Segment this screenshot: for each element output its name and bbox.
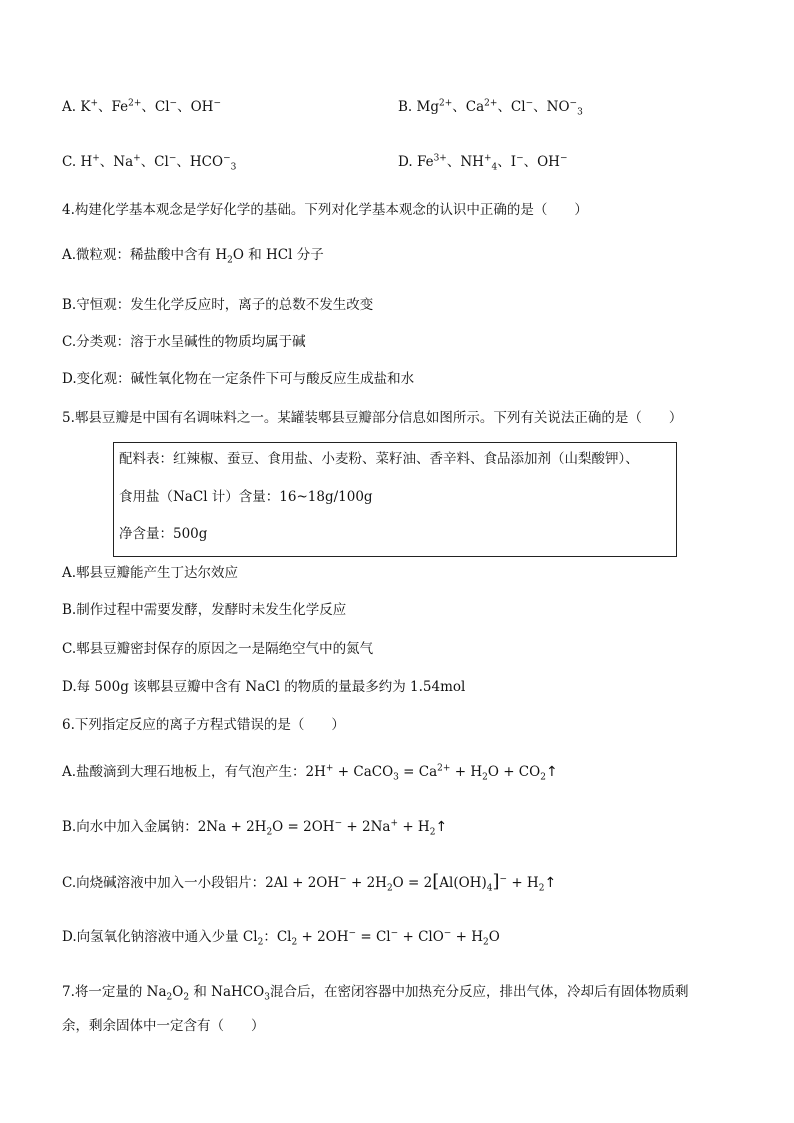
q5-option-b: B.制作过程中需要发酵，发酵时未发生化学反应 <box>62 602 347 618</box>
q3-option-d: D. $Fe^{3+}$、$NH^+_4$、I−、OH− <box>398 153 568 173</box>
q4-stem: 4.构建化学基本观念是学好化学的基础。下列对化学基本观念的认识中正确的是（ ） <box>62 202 588 218</box>
q5-stem: 5.郫县豆瓣是中国有名调味料之一。某罐装郫县豆瓣部分信息如图所示。下列有关说法正确的是（ ） <box>62 410 683 426</box>
q6-option-a: A.盐酸滴到大理石地板上，有气泡产生：2H+ + CaCO$_3$ = $Ca^{2+} + H_2O$ + $CO_2↑$ <box>62 763 558 783</box>
q6-stem: 6.下列指定反应的离子方程式错误的是（ ） <box>62 717 345 733</box>
q6-option-c: C.向烧碱溶液中加入一小段铝片：$2Al + 2OH^- + 2H_2O = 2[Al(OH)_4]^-$ + $H_2↑$ <box>62 871 557 894</box>
q7-stem: 7.将一定量的 $Na_2O_2$ 和 NaHCO$_3$混合后，在密闭容器中加热充分反应，排出气体，冷却后有固体物质剩 <box>62 984 689 1003</box>
q3-option-a: A. K+、$Fe^{2+}$、Cl−、OH− <box>62 98 221 115</box>
box-ingredients: 配料表：红辣椒、蚕豆、食用盐、小麦粉、菜籽油、香辛料、食品添加剂（山梨酸钾）、 <box>119 451 639 467</box>
q5-option-d: D.每 500g 该郫县豆瓣中含有 NaCl 的物质的量最多约为 1.54mol <box>62 679 466 695</box>
q7-stem-line2: 余，剩余固体中一定含有（ ） <box>62 1018 265 1034</box>
q4-option-b: B.守恒观：发生化学反应时，离子的总数不发生改变 <box>62 297 374 313</box>
q3-option-c: C. H+、Na+、Cl−、$HCO^-_3$ <box>62 153 237 173</box>
q5-option-c: C.郫县豆瓣密封保存的原因之一是隔绝空气中的氮气 <box>62 641 374 657</box>
gas-arrow-icon: ↑ <box>435 819 448 835</box>
box-net-weight: 净含量：500g <box>119 526 208 542</box>
q5-option-a: A.郫县豆瓣能产生丁达尔效应 <box>62 565 239 581</box>
q6-option-b: B.向水中加入金属钠：$2Na + 2H_2O = 2OH^- + 2Na^+$ + $H_2↑$ <box>62 818 448 838</box>
q4-option-a: A.微粒观：稀盐酸中含有 $H_2O$ 和 HCl 分子 <box>62 247 324 266</box>
q3-option-b: B. $Mg^{2+}$、$Ca^{2+}$、Cl−、$NO^-_3$ <box>398 98 583 118</box>
q4-option-c: C.分类观：溶于水呈碱性的物质均属于碱 <box>62 334 306 350</box>
gas-arrow-icon: ↑ <box>544 875 557 891</box>
q4-option-d: D.变化观：碱性氧化物在一定条件下可与酸反应生成盐和水 <box>62 371 415 387</box>
box-salt-content: 食用盐（NaCl 计）含量：16~18g/100g <box>119 489 373 505</box>
q5-info-box <box>113 442 677 557</box>
q6-option-d: D.向氢氧化钠溶液中通入少量 $Cl_2$：$Cl_2 + 2OH^- = Cl^- + ClO^- + H_2O$ <box>62 928 500 948</box>
gas-arrow-icon: ↑ <box>545 764 558 780</box>
